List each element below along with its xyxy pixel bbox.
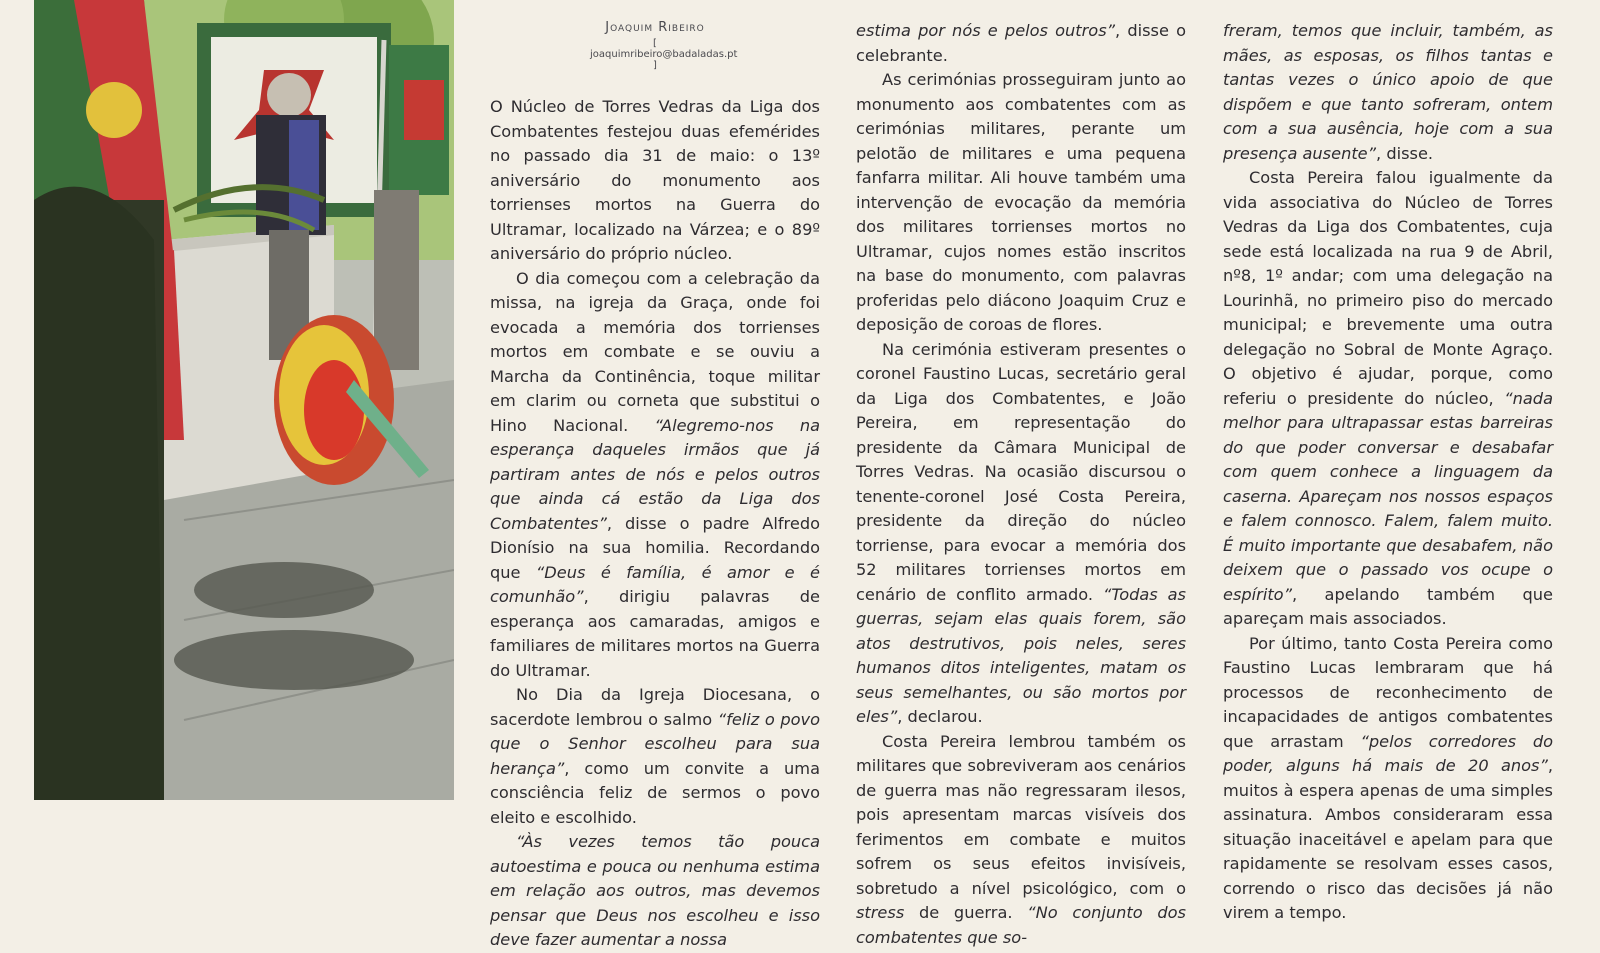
article-paragraph (1223, 632, 1553, 926)
quote-text: freram, temos que incluir, também, as mães, as esposas, os filhos tantas e tantas vezes o único apoio de que dispõem e que tanto sofreram, ontem com a sua ausência, hoje com a sua presença ausente” (1223, 21, 1553, 163)
quote-text: stress (856, 903, 905, 922)
paragraph-text: de guerra. (904, 903, 1028, 922)
paragraph-text: , declarou. (897, 707, 983, 726)
article-paragraph (856, 19, 1186, 68)
quote-text: “pelos corredores do poder, alguns há mais de 20 anos” (1223, 731, 1553, 775)
paragraph-text: , disse o padre Alfredo Dionísio na sua homilia. Recordando que (490, 513, 820, 582)
author-name: Joaquim Ribeiro (605, 20, 705, 35)
paragraph-text: No Dia da Igreja Diocesana, o sacerdote lembrou o salmo (490, 685, 820, 729)
article-paragraph (490, 95, 820, 267)
article-paragraph (1223, 19, 1553, 166)
paragraph-text: , apelando também que apareçam mais associados. (1223, 584, 1553, 628)
article-column-1 (490, 95, 820, 953)
paragraph-text: O dia começou com a celebração da missa, na igreja da Graça, onde foi evocada a memória dos torrienses mortos em combate e se ouviu a Marcha da Continência, toque militar em clarim ou corneta que substitui o Hino Nacional. (490, 268, 820, 435)
paragraph-text: , dirigiu palavras de esperança aos camaradas, amigos e familiares de militares mortos na Guerra do Ultramar. (490, 587, 820, 680)
quote-text: “Às vezes temos tão pouca autoestima e pouca ou nenhuma estima em relação aos outros, mas devemos pensar que Deus nos escolheu e isso deve fazer aumentar a nossa (490, 832, 820, 949)
article-paragraph (856, 68, 1186, 338)
article-paragraph (856, 338, 1186, 730)
paragraph-text: O Núcleo de Torres Vedras da Liga dos Combatentes festejou duas efemérides no passado dia 31 de maio: o 13º aniversário do monumento aos torrienses mortos na Guerra do Ultramar, localizado na Várzea; e o 89º aniversário do próprio núcleo. (490, 97, 820, 263)
quote-text: “Todas as guerras, sejam elas quais forem, são atos destrutivos, pois neles, seres humanos ditos inteligentes, matam os seus semelhantes, ou são mortos por eles” (856, 584, 1186, 726)
paragraph-text: , muitos à espera apenas de uma simples assinatura. Ambos consideraram essa situação inaceitável e apelam para que rapidamente se resolvam esses casos, correndo o risco das decisões já não virem a tempo. (1223, 756, 1553, 922)
paragraph-text: Por último, tanto Costa Pereira como Faustino Lucas lembraram que há processos de reconhecimento de incapacidades de antigos combatentes que arrastam (1223, 633, 1553, 751)
photo-memorial-ceremony-icon (34, 0, 454, 800)
article-column-3 (1223, 19, 1553, 926)
byline (590, 20, 738, 71)
quote-text: “Deus é família, é amor e é comunhão” (490, 562, 821, 606)
article-column-2 (856, 19, 1186, 950)
article-paragraph (490, 267, 820, 684)
paragraph-text: , como um convite a uma consciência feliz de sermos o povo eleito e escolhido. (490, 758, 820, 827)
paragraph-text: Na cerimónia estiveram presentes o coronel Faustino Lucas, secretário geral da Liga dos Combatentes, e João Pereira, em representação do presidente da Câmara Municipal de Torres Vedras. Na ocasião discursou o tenente-coronel José Costa Pereira, presidente da direção do núcleo torriense, para evocar a memória dos 52 militares torrienses mortos em cenário de conflito armado. (856, 339, 1186, 604)
article-paragraph (856, 730, 1186, 951)
paragraph-text: As cerimónias prosseguiram junto ao monumento aos combatentes com as cerimónias militares, perante um pelotão de militares e uma pequena fanfarra militar. Ali houve também uma intervenção de evocação da memória dos militares torrienses mortos no Ultramar, cujos nomes estão inscritos na base do monumento, com palavras proferidas pelo diácono Joaquim Cruz e deposição de coroas de flores. (856, 70, 1186, 334)
paragraph-text: , disse. (1376, 143, 1434, 163)
quote-text: “feliz o povo que o Senhor escolheu para sua herança” (490, 709, 820, 778)
article-paragraph (1223, 166, 1553, 632)
paragraph-text: Costa Pereira falou igualmente da vida associativa do Núcleo de Torres Vedras da Liga dos Combatentes, cuja sede está localizada na rua 9 de Abril, nº8, 1º andar; com uma delegação na Lourinhã, no primeiro piso do mercado municipal; e brevemente uma outra delegação no Sobral de Monte Agraço. O objetivo é ajudar, porque, como referiu o presidente do núcleo, (1223, 168, 1553, 408)
quote-text: “Alegremo-nos na esperança daqueles irmãos que já partiram antes de nós e pelos outros que ainda cá estão da Liga dos Combatentes” (490, 415, 820, 533)
quote-text: estima por nós e pelos outros” (856, 21, 1116, 40)
article-paragraph (490, 683, 820, 830)
article-photo (34, 0, 454, 800)
paragraph-text: , disse o celebrante. (856, 21, 1186, 65)
quote-text: “nada melhor para ultrapassar estas barreiras do que poder conversar e desabafar com quem conhece a linguagem da caserna. Apareçam nos nossos espaços e falem connosco. Falem, falem muito. É muito importante que desabafem, não deixem que o passado vos ocupe o espírito” (1223, 388, 1553, 604)
author-email: [ joaquimribeiro@badaladas.pt ] (590, 38, 738, 71)
article-paragraph (490, 830, 820, 953)
paragraph-text: Costa Pereira lembrou também os militares que sobreviveram aos cenários de guerra mas não regressaram ilesos, pois apresentam marcas visíveis dos ferimentos em combate e muitos sofrem os seus efeitos invisíveis, sobretudo a nível psicológico, com o (856, 731, 1186, 898)
quote-text: “No conjunto dos combatentes que so- (856, 903, 1186, 947)
